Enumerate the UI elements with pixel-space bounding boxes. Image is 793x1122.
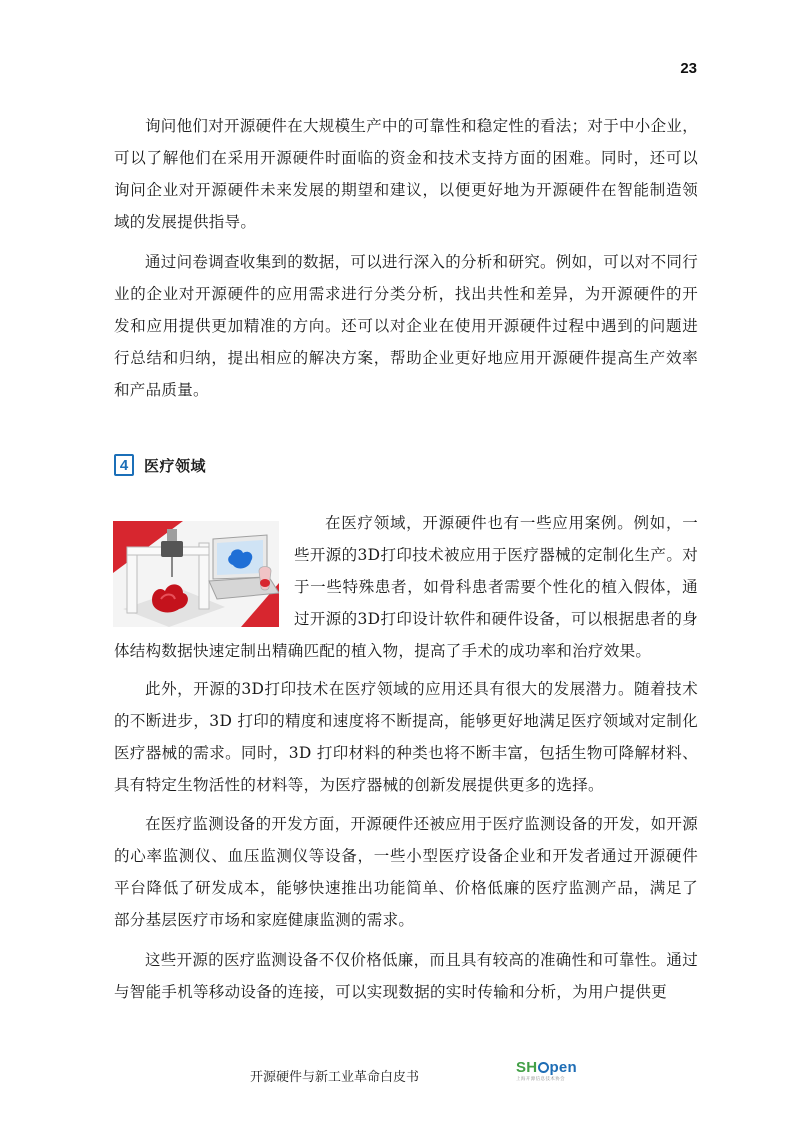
paragraph-6: 这些开源的医疗监测设备不仅价格低廉，而且具有较高的准确性和可靠性。通过与智能手机等移动设备的连接，可以实现数据的实时传输和分析，为用户提供更 xyxy=(114,951,699,1001)
figure-wrap-space xyxy=(114,507,294,635)
section-title: 医疗领域 xyxy=(144,457,207,475)
paragraph-5: 在医疗监测设备的开发方面，开源硬件还被应用于医疗监测设备的开发，如开源的心率监测仪、血压监测仪等设备，一些小型医疗设备企业和开发者通过开源硬件平台降低了研发成本，能够快速推出功能简单、价格低廉的医疗监测产品，满足了部分基层医疗市场和家庭健康监测的需求。 xyxy=(114,815,699,929)
section-heading xyxy=(114,454,206,476)
section-number-badge: 4 xyxy=(114,454,134,476)
paragraph-1: 询问他们对开源硬件在大规模生产中的可靠性和稳定性的看法；对于中小企业，可以了解他们在采用开源硬件时面临的资金和技术支持方面的困难。同时，还可以询问企业对开源硬件未来发展的期望和建议，以便更好地为开源硬件在智能制造领域的发展提供指导。 xyxy=(114,117,699,231)
shopen-logo xyxy=(516,1060,588,1088)
logo-pen: pen xyxy=(549,1059,578,1076)
logo-sh: SH xyxy=(516,1059,538,1076)
paragraph-3 xyxy=(114,507,698,667)
paragraph-2: 通过问卷调查收集到的数据，可以进行深入的分析和研究。例如，可以对不同行业的企业对开源硬件的应用需求进行分类分析，找出共性和差异，为开源硬件的开发和应用提供更加精准的方向。还可以对企业在使用开源硬件过程中遇到的问题进行总结和归纳，提出相应的解决方案，帮助企业更好地应用开源硬件提高生产效率和产品质量。 xyxy=(114,253,699,399)
logo-wordmark xyxy=(516,1060,588,1076)
paragraph-3-text: 在医疗领域，开源硬件也有一些应用案例。例如，一些开源的3D打印技术被应用于医疗器械的定制化生产。对于一些特殊患者，如骨科患者需要个性化的植入假体，通过开源的3D打印设计软件和硬件设备，可以根据患者的身体结构数据快速定制出精确匹配的植入物，提高了手术的成功率和治疗效果。 xyxy=(114,514,698,660)
footer-book-title: 开源硬件与新工业革命白皮书 xyxy=(250,1069,420,1084)
logo-o-ring-icon xyxy=(538,1062,549,1073)
logo-subtitle: 上海开源信息技术协会 xyxy=(516,1076,565,1081)
paragraph-4: 此外，开源的3D打印技术在医疗领域的应用还具有很大的发展潜力。随着技术的不断进步，3D 打印的精度和速度将不断提高，能够更好地满足医疗领域对定制化医疗器械的需求。同时，3D 打印材料的种类也将不断丰富，包括生物可降解材料、具有特定生物活性的材料等，为医疗器械的创新发展提供更多的选择。 xyxy=(114,680,698,794)
page-number: 23 xyxy=(680,60,697,77)
